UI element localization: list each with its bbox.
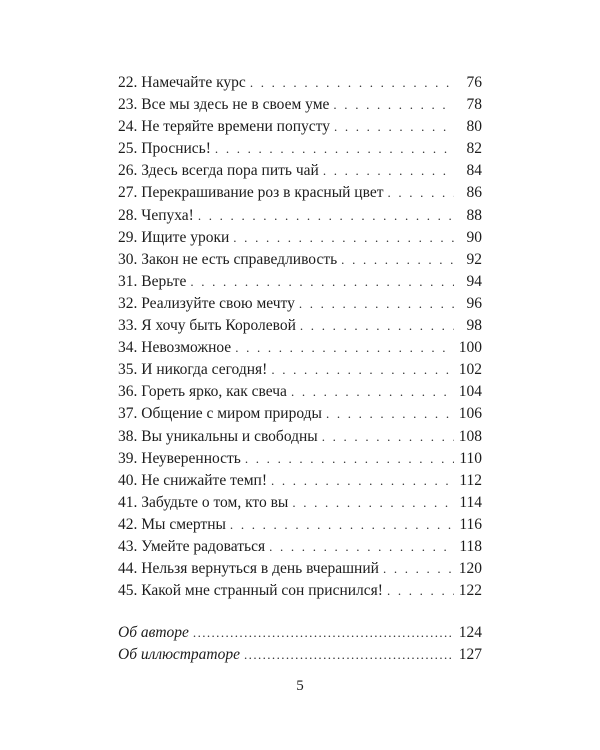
toc-entry	[118, 293, 482, 315]
toc-entry-title: 38. Вы уникальны и свободны	[118, 427, 318, 445]
dot-leader	[292, 492, 454, 514]
toc-entry-title: 34. Невозможное	[118, 339, 232, 357]
toc-entry-page: 106	[458, 405, 482, 423]
dot-leader	[333, 94, 454, 116]
back-matter-list	[118, 622, 482, 666]
toc-entry-page: 98	[466, 317, 482, 335]
toc-entry	[118, 426, 482, 448]
toc-entry-page: 104	[458, 383, 482, 401]
toc-entry	[118, 381, 482, 403]
toc-entry	[118, 622, 482, 644]
toc-entry	[118, 315, 482, 337]
table-of-contents	[118, 72, 482, 602]
toc-entry	[118, 337, 482, 359]
dot-leader	[299, 293, 454, 315]
toc-entry	[118, 116, 482, 138]
toc-entry-title: 35. И никогда сегодня!	[118, 361, 268, 379]
toc-entry-title: 30. Закон не есть справедливость	[118, 250, 338, 268]
toc-entry-title: 41. Забудьте о том, кто вы	[118, 493, 289, 511]
dot-leader	[383, 558, 454, 580]
dot-leader	[387, 580, 454, 602]
toc-entry-title: 43. Умейте радоваться	[118, 537, 266, 555]
dot-leader	[215, 138, 454, 160]
toc-entry-page: 127	[458, 646, 482, 664]
toc-entry-page: 118	[459, 537, 482, 555]
dot-leader	[190, 271, 454, 293]
toc-entry-title: 39. Неуверенность	[118, 449, 241, 467]
toc-entry	[118, 470, 482, 492]
toc-entry	[118, 182, 482, 204]
toc-entry	[118, 160, 482, 182]
toc-entry-page: 96	[466, 294, 482, 312]
toc-entry-page: 112	[459, 471, 482, 489]
toc-entry	[118, 492, 482, 514]
toc-entry	[118, 514, 482, 536]
toc-entry-title: 40. Не снижайте темп!	[118, 471, 267, 489]
dot-leader	[387, 182, 454, 204]
dot-leader	[244, 644, 454, 666]
dot-leader	[245, 448, 454, 470]
toc-entry-page: 84	[466, 162, 482, 180]
dot-leader	[198, 205, 454, 227]
toc-entry	[118, 94, 482, 116]
dot-leader	[300, 315, 454, 337]
toc-entry-page: 94	[466, 272, 482, 290]
toc-entry	[118, 72, 482, 94]
toc-entry-title: 23. Все мы здесь не в своем уме	[118, 96, 330, 114]
toc-entry-title: 45. Какой мне странный сон приснился!	[118, 582, 383, 600]
toc-entry-page: 76	[466, 74, 482, 91]
toc-entry-title: 22. Намечайте курс	[118, 74, 246, 91]
toc-entry-page: 116	[459, 515, 482, 533]
toc-entry-title: 42. Мы смертны	[118, 515, 226, 533]
toc-entry-title: 29. Ищите уроки	[118, 228, 230, 246]
toc-entry	[118, 448, 482, 470]
toc-entry	[118, 580, 482, 602]
dot-leader	[341, 249, 454, 271]
dot-leader	[250, 72, 454, 94]
toc-entry-title: 24. Не теряйте времени попусту	[118, 118, 330, 136]
toc-entry-title: Об авторе	[118, 624, 189, 641]
toc-entry-page: 88	[466, 206, 482, 224]
toc-entry-page: 82	[466, 140, 482, 158]
toc-entry	[118, 271, 482, 293]
toc-entry	[118, 536, 482, 558]
toc-entry-title: Об иллюстраторе	[118, 646, 241, 664]
toc-entry	[118, 205, 482, 227]
toc-entry	[118, 249, 482, 271]
toc-entry-page: 114	[459, 493, 482, 511]
toc-entry-title: 26. Здесь всегда пора пить чай	[118, 162, 319, 180]
toc-entry-title: 28. Чепуха!	[118, 206, 194, 224]
dot-leader	[271, 359, 454, 381]
toc-entry-page: 108	[458, 427, 482, 445]
toc-entry-page: 100	[458, 339, 482, 357]
toc-entry	[118, 227, 482, 249]
page-number: 5	[296, 678, 304, 694]
dot-leader	[235, 337, 454, 359]
dot-leader	[322, 426, 454, 448]
toc-entry	[118, 359, 482, 381]
toc-entry-page: 124	[458, 624, 482, 641]
dot-leader	[323, 160, 454, 182]
toc-entry	[118, 558, 482, 580]
toc-entry-page: 122	[458, 582, 482, 600]
dot-leader	[193, 622, 454, 644]
toc-entry-page: 92	[466, 250, 482, 268]
dot-leader	[233, 227, 454, 249]
toc-entry	[118, 644, 482, 666]
toc-entry-title: 27. Перекрашивание роз в красный цвет	[118, 184, 384, 202]
toc-entry-title: 37. Общение с миром природы	[118, 405, 322, 423]
toc-entry	[118, 138, 482, 160]
dot-leader	[269, 536, 454, 558]
dot-leader	[334, 116, 454, 138]
dot-leader	[230, 514, 454, 536]
toc-entry-page: 80	[466, 118, 482, 136]
toc-entry-page: 86	[466, 184, 482, 202]
dot-leader	[326, 403, 454, 425]
toc-entry-page: 120	[458, 560, 482, 578]
toc-entry-page: 78	[466, 96, 482, 114]
toc-entry-title: 44. Нельзя вернуться в день вчерашний	[118, 560, 379, 578]
toc-entry-title: 25. Проснись!	[118, 140, 211, 158]
toc-entry-page: 110	[459, 449, 482, 467]
toc-entry-title: 33. Я хочу быть Королевой	[118, 317, 296, 335]
toc-entry-page: 102	[458, 361, 482, 379]
toc-entry	[118, 403, 482, 425]
toc-entry-title: 36. Гореть ярко, как свеча	[118, 383, 287, 401]
toc-entry-page: 90	[466, 228, 482, 246]
toc-entry-title: 31. Верьте	[118, 272, 187, 290]
dot-leader	[271, 470, 454, 492]
dot-leader	[291, 381, 454, 403]
toc-entry-title: 32. Реализуйте свою мечту	[118, 294, 295, 312]
